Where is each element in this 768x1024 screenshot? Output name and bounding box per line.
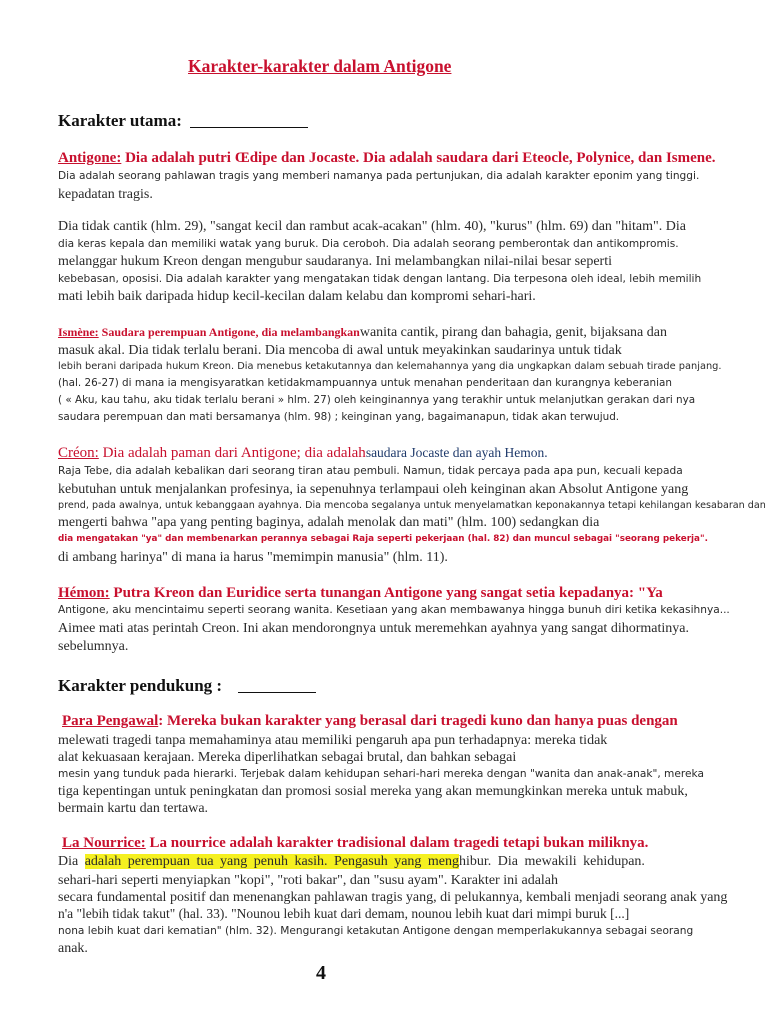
hemon-heading [58, 585, 663, 602]
antigone-p2-line-4: kebebasan, oposisi. Dia adalah karakter yang mengatakan tidak dengan lantang. Dia terpesona oleh ideal, lebih memilih [58, 273, 702, 285]
page-number: 4 [316, 962, 326, 984]
nourrice-line-1-post: hibur. Dia mewakili kehidupan. [459, 854, 645, 869]
heading-underline [190, 127, 308, 128]
ismene-line-5: saudara perempuan dan mati bersamanya (hlm. 98) ; keinginan yang, bagaimanapun, tidak akan terwujud. [58, 411, 620, 423]
ismene-line-3: (hal. 26-27) di mana ia mengisyaratkan ketidakmampuannya untuk menahan penderitaan dan kurangnya keberanian [58, 377, 672, 389]
antigone-heading [58, 150, 716, 167]
antigone-line-2: kepadatan tragis. [58, 187, 153, 202]
nourrice-line-5: nona lebih kuat dari kematian" (hlm. 32). Mengurangi ketakutan Antigone dengan memperlakukannya sebagai seorang [58, 925, 694, 937]
nourrice-intro: La nourrice adalah karakter tradisional dalam tragedi tetapi bukan miliknya. [145, 835, 649, 851]
antigone-p2-line-5: mati lebih baik daripada hidup kecil-kecilan dalam kelabu dan kompromi sehari-hari. [58, 289, 536, 304]
nourrice-line-1-pre: Dia [58, 854, 85, 869]
antigone-p2-line-1: Dia tidak cantik (hlm. 29), "sangat kecil dan rambut acak-acakan" (hlm. 40), "kurus" (hlm. 69) dan "hitam". Dia [58, 219, 686, 234]
creon-line-5: dia mengatakan "ya" dan membenarkan perannya sebagai Raja seperti pekerjaan (hal. 82) dan muncul sebagai "seorang pekerja". [58, 534, 708, 544]
antigone-p2-line-2: dia keras kepala dan memiliki watak yang buruk. Dia ceroboh. Dia adalah seorang pemberontak dan antikompromis. [58, 238, 679, 250]
antigone-intro: Dia adalah putri Œdipe dan Jocaste. Dia adalah saudara dari Eteocle, Polynice, dan Ismene. [121, 150, 716, 166]
section-heading-support: Karakter pendukung : [58, 676, 223, 695]
page-title: Karakter-karakter dalam Antigone [188, 56, 452, 76]
ismene-line-2: lebih berani daripada hukum Kreon. Dia menebus ketakutannya dan kelemahannya yang dia ungkapkan dalam sebuah tirade panjang. [58, 361, 722, 372]
pengawal-line-4: tiga kepentingan untuk peningkatan dan promosi sosial mereka yang akan memungkinkan mereka untuk mabuk, [58, 784, 688, 799]
pengawal-line-1: melewati tragedi tanpa memahaminya atau memiliki pengaruh apa pun terhadapnya: mereka tidak [58, 733, 608, 748]
nourrice-line-6: anak. [58, 941, 88, 956]
ismene-line-1: masuk akal. Dia tidak terlalu berani. Dia mencoba di awal untuk meyakinkan saudarinya untuk tidak [58, 343, 622, 358]
hemon-intro: Putra Kreon dan Euridice serta tunangan Antigone yang sangat setia kepadanya: "Ya [109, 585, 663, 601]
nourrice-line-2: sehari-hari seperti menyiapkan "kopi", "roti bakar", dan "susu ayam". Karakter ini adalah [58, 873, 559, 888]
ismene-heading [58, 323, 667, 341]
antigone-line-1: Dia adalah seorang pahlawan tragis yang memberi namanya pada pertunjukan, dia adalah karakter eponim yang tinggi. [58, 170, 700, 182]
nourrice-heading [62, 835, 648, 852]
pengawal-name: Para Pengawal [62, 713, 159, 729]
pengawal-intro: : Mereka bukan karakter yang berasal dari tragedi kuno dan hanya puas dengan [158, 713, 678, 729]
creon-name: Créon: [58, 445, 99, 461]
pengawal-heading [62, 713, 678, 730]
hemon-name: Hémon: [58, 585, 110, 601]
ismene-name: Ismène: [58, 325, 99, 339]
nourrice-line-1 [58, 854, 645, 870]
pengawal-line-2: alat kekuasaan kerajaan. Mereka diperlihatkan sebagai brutal, dan bahkan sebagai [58, 750, 517, 765]
creon-line-4: mengerti bahwa "apa yang penting baginya, adalah menolak dan mati" (hlm. 100) sedangkan dia [58, 515, 600, 530]
antigone-p2-line-3: melanggar hukum Kreon dengan mengubur saudaranya. Ini melambangkan nilai-nilai besar seperti [58, 254, 612, 269]
pengawal-line-3: mesin yang tunduk pada hierarki. Terjebak dalam kehidupan sehari-hari mereka dengan "wanita dan anak-anak", mereka [58, 768, 704, 780]
creon-line-1: Raja Tebe, dia adalah kebalikan dari seorang tiran atau pembuli. Namun, tidak percaya pada apa pun, kecuali kepada [58, 465, 683, 477]
ismene-line-4: ( « Aku, kau tahu, aku tidak terlalu berani » hlm. 27) oleh keinginannya yang terakhir untuk melanjutkan gerakan dari nya [58, 394, 696, 406]
creon-line-3: prend, pada awalnya, untuk kebanggaan ayahnya. Dia mencoba segalanya untuk menyelamatkan keponakannya tetapi kehilangan kesabaran dan [58, 500, 766, 511]
ismene-rest: wanita cantik, pirang dan bahagia, genit, bijaksana dan [359, 325, 667, 340]
creon-heading [58, 444, 548, 462]
section-heading-main: Karakter utama: [58, 111, 182, 130]
nourrice-line-3: secara fundamental positif dan menenangkan pahlawan tragis yang, di pelukannya, kembali menjadi seorang anak yang [58, 890, 728, 905]
ismene-intro: Saudara perempuan Antigone, dia melambangkan [98, 325, 360, 339]
antigone-name: Antigone: [58, 150, 122, 166]
pengawal-line-5: bermain kartu dan tertawa. [58, 801, 209, 816]
creon-intro: Dia adalah paman dari Antigone; dia adalah [98, 445, 366, 461]
nourrice-highlight: adalah perempuan tua yang penuh kasih. Pengasuh yang meng [84, 854, 460, 869]
heading-underline [238, 692, 316, 693]
creon-rest: saudara Jocaste dan ayah Hemon. [365, 445, 548, 460]
hemon-line-3: sebelumnya. [58, 639, 129, 654]
hemon-line-2: Aimee mati atas perintah Creon. Ini akan mendorongnya untuk meremehkan ayahnya yang sangat dihormatinya. [58, 621, 689, 636]
nourrice-name: La Nourrice: [62, 835, 146, 851]
hemon-line-1: Antigone, aku mencintaimu seperti seorang wanita. Kesetiaan yang akan membawanya hingga bunuh diri ketika kekasihnya... [58, 604, 730, 616]
creon-line-2: kebutuhan untuk menjalankan profesinya, ia sepenuhnya terlampaui oleh keinginan akan Absolut Antigone yang [58, 482, 689, 497]
creon-line-6: di ambang harinya" di mana ia harus "memimpin manusia" (hlm. 11). [58, 550, 448, 565]
nourrice-line-4: n'a "lebih tidak takut" (hal. 33). "Nounou lebih kuat dari demam, nounou lebih kuat dari mimpi buruk [...] [58, 906, 630, 921]
